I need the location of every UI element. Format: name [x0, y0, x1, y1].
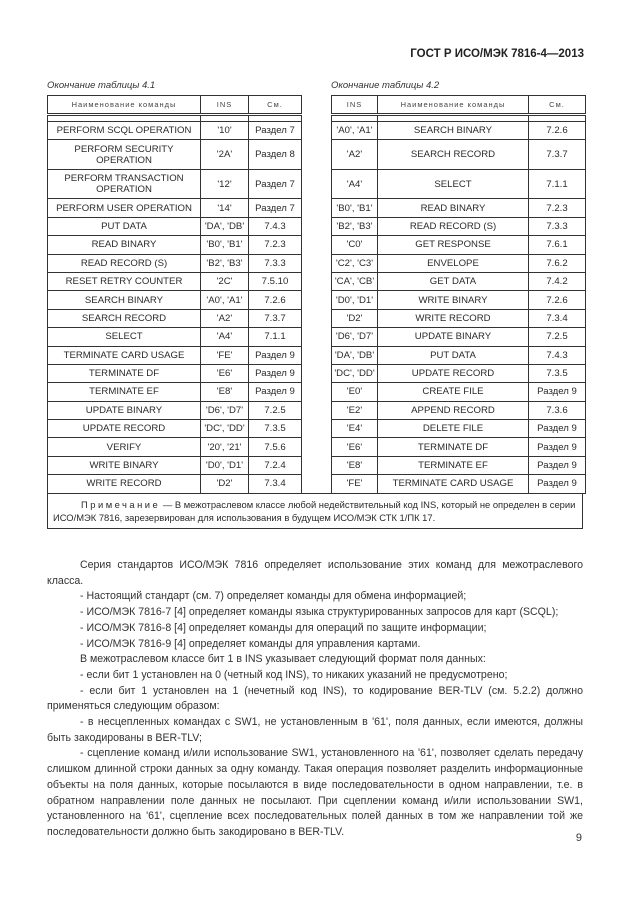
table-cell: 7.3.7 — [529, 140, 586, 170]
table-row — [48, 309, 302, 327]
column-header: Наименование команды — [48, 96, 201, 115]
table-cell: Раздел 7 — [249, 199, 302, 217]
column-header: См. — [249, 96, 302, 115]
paragraph: - ИСО/МЭК 7816-8 [4] определяет команды для операций по защите информации; — [80, 621, 487, 634]
table-row — [48, 401, 302, 419]
table-cell: SEARCH BINARY — [48, 291, 201, 309]
table-cell: 7.2.3 — [529, 199, 586, 217]
table-cell: 7.2.5 — [529, 328, 586, 346]
table-cell: 'B0', 'B1' — [201, 236, 249, 254]
table-cell: UPDATE BINARY — [378, 328, 529, 346]
table-cell: 'DA', 'DB' — [332, 346, 378, 364]
table-row — [48, 169, 302, 199]
table-row — [48, 475, 302, 493]
table1-caption: Окончание таблицы 4.1 — [47, 80, 156, 91]
table2-caption: Окончание таблицы 4.2 — [331, 80, 440, 91]
paragraph: - ИСО/МЭК 7816-9 [4] определяет команды для управления картами. — [80, 637, 421, 650]
paragraph: - Настоящий стандарт (см. 7) определяет команды для обмена информацией; — [80, 590, 467, 603]
table-cell: UPDATE BINARY — [48, 401, 201, 419]
table-cell: UPDATE RECORD — [48, 420, 201, 438]
table-cell: '2C' — [201, 272, 249, 290]
table-cell: Раздел 9 — [249, 364, 302, 382]
table-row — [332, 456, 586, 474]
table-cell: GET DATA — [378, 272, 529, 290]
table-cell: 7.6.2 — [529, 254, 586, 272]
table-row — [48, 291, 302, 309]
table-row — [332, 217, 586, 235]
table-cell: PERFORM TRANSACTION OPERATION — [48, 169, 201, 199]
table-cell: 7.3.3 — [529, 217, 586, 235]
table-cell: 'DC', 'DD' — [332, 364, 378, 382]
table-cell: GET RESPONSE — [378, 236, 529, 254]
paragraph: - в несцепленных командах с SW1, не установленным в '61', поля данных, если имеются, должны быть закодированы в BER-TLV; — [47, 716, 583, 744]
table-cell: Раздел 9 — [529, 456, 586, 474]
table-note — [47, 493, 583, 529]
table-cell: 'E4' — [332, 420, 378, 438]
table-cell: SEARCH RECORD — [48, 309, 201, 327]
table-row — [332, 438, 586, 456]
table-row — [48, 217, 302, 235]
table-cell: SELECT — [48, 328, 201, 346]
table-cell: TERMINATE CARD USAGE — [378, 475, 529, 493]
table-cell: Раздел 9 — [529, 420, 586, 438]
table-row — [48, 236, 302, 254]
note-label: Примечание — [81, 499, 161, 510]
table-cell: 7.3.5 — [249, 420, 302, 438]
table-cell: 'B2', 'B3' — [201, 254, 249, 272]
table-cell: 'E6' — [201, 364, 249, 382]
table-cell: WRITE RECORD — [48, 475, 201, 493]
table-cell: 'A4' — [201, 328, 249, 346]
table-cell: 7.2.6 — [529, 291, 586, 309]
table-row — [332, 122, 586, 140]
table-row — [332, 383, 586, 401]
table-row — [48, 199, 302, 217]
paragraph: - сцепление команд и/или использование SW1, установленного на '61', позволяет сделать передачу слишком длинной строки данных за одну команду. Такая операция позволяет разделить информационные объекты на поля данных, которые посылаются в виде последовательности в одном направлении, т.е. в обратном направлении поле данных не посылают. При сцеплении команд и/или использовании SW1, установленного на '61', сцепление всех последовательных полей данных в том же направлении той же последовательности должно быть закодировано в BER-TLV. — [47, 747, 583, 838]
table-cell: SEARCH RECORD — [378, 140, 529, 170]
table-row — [332, 236, 586, 254]
table-cell: 'DA', 'DB' — [201, 217, 249, 235]
table-row — [332, 401, 586, 419]
body-text — [47, 558, 583, 841]
table-cell: 'A0', 'A1' — [201, 291, 249, 309]
table-cell: 'E0' — [332, 383, 378, 401]
table-cell: Раздел 7 — [249, 169, 302, 199]
table-cell: 'A2' — [332, 140, 378, 170]
table-cell: Раздел 9 — [529, 383, 586, 401]
table-row — [48, 438, 302, 456]
table-cell: WRITE BINARY — [48, 456, 201, 474]
table-cell: PERFORM USER OPERATION — [48, 199, 201, 217]
table-cell: SEARCH BINARY — [378, 122, 529, 140]
table-cell: 'E8' — [201, 383, 249, 401]
spacer-cell — [332, 115, 378, 122]
table-row — [332, 169, 586, 199]
paragraph: - если бит 1 установлен на 1 (нечетный код INS), то кодирование BER-TLV (см. 5.2.2) должно применяться следующим образом: — [47, 684, 583, 713]
table-cell: 'DC', 'DD' — [201, 420, 249, 438]
page-number: 9 — [575, 832, 582, 844]
table-cell: 7.3.7 — [249, 309, 302, 327]
table-cell: 7.1.1 — [249, 328, 302, 346]
table-row — [332, 364, 586, 382]
table-cell: 'D2' — [201, 475, 249, 493]
table-row — [48, 420, 302, 438]
table-row — [332, 475, 586, 493]
table-cell: READ BINARY — [48, 236, 201, 254]
paragraph: - ИСО/МЭК 7816-7 [4] определяет команды языка структурированных запросов для карт (SCQL); — [80, 606, 559, 619]
column-header: INS — [201, 96, 249, 115]
table-cell: ENVELOPE — [378, 254, 529, 272]
spacer-cell — [48, 115, 201, 122]
table-cell: 'FE' — [332, 475, 378, 493]
table-cell: 'B0', 'B1' — [332, 199, 378, 217]
table-row — [332, 140, 586, 170]
table-cell: CREATE FILE — [378, 383, 529, 401]
paragraph: - если бит 1 установлен на 0 (четный код INS), то никаких указаний не предусмотрено; — [80, 668, 508, 681]
table-row — [48, 328, 302, 346]
table-cell: PUT DATA — [48, 217, 201, 235]
note-text: — В межотраслевом классе любой недействительный код INS, который не определен в серии ИСО/МЭК 7816, зарезервирован для использования в будущем ИСО/МЭК СТК 1/ПК 17. — [53, 499, 576, 523]
table-cell: 'B2', 'B3' — [332, 217, 378, 235]
table-cell: 7.4.2 — [529, 272, 586, 290]
table-cell: 'A2' — [201, 309, 249, 327]
table-cell: 'D6', 'D7' — [332, 328, 378, 346]
table-cell: 'E6' — [332, 438, 378, 456]
table-cell: 7.4.3 — [529, 346, 586, 364]
table-cell: Раздел 9 — [249, 346, 302, 364]
table-cell: 7.2.6 — [249, 291, 302, 309]
table-row — [332, 420, 586, 438]
table-cell: 'D0', 'D1' — [201, 456, 249, 474]
table-cell: 7.2.3 — [249, 236, 302, 254]
table-row — [48, 122, 302, 140]
table-cell: 7.2.6 — [529, 122, 586, 140]
document-header: ГОСТ Р ИСО/МЭК 7816-4—2013 — [410, 48, 584, 60]
table-row — [48, 140, 302, 170]
table-cell: 'D2' — [332, 309, 378, 327]
table-cell: 'A0', 'A1' — [332, 122, 378, 140]
table-cell: APPEND RECORD — [378, 401, 529, 419]
table-cell: '20', '21' — [201, 438, 249, 456]
table-cell: TERMINATE EF — [48, 383, 201, 401]
table-cell: 7.3.5 — [529, 364, 586, 382]
table-cell: 7.2.5 — [249, 401, 302, 419]
table-cell: PUT DATA — [378, 346, 529, 364]
table-cell: TERMINATE CARD USAGE — [48, 346, 201, 364]
table-cell: TERMINATE DF — [378, 438, 529, 456]
column-header: Наименование команды — [378, 96, 529, 115]
table-cell: 'A4' — [332, 169, 378, 199]
table-cell: 7.3.4 — [249, 475, 302, 493]
table-row — [332, 309, 586, 327]
table-cell: 7.3.6 — [529, 401, 586, 419]
table-cell: 7.6.1 — [529, 236, 586, 254]
spacer-cell — [529, 115, 586, 122]
table-cell: 'FE' — [201, 346, 249, 364]
table-cell: Раздел 8 — [249, 140, 302, 170]
table-cell: 'E2' — [332, 401, 378, 419]
table-cell: 7.3.4 — [529, 309, 586, 327]
spacer-cell — [201, 115, 249, 122]
table-row — [48, 346, 302, 364]
table-row — [48, 272, 302, 290]
table-cell: 7.1.1 — [529, 169, 586, 199]
spacer-cell — [378, 115, 529, 122]
table-cell: WRITE RECORD — [378, 309, 529, 327]
column-header: INS — [332, 96, 378, 115]
table-cell: READ RECORD (S) — [378, 217, 529, 235]
table-cell: WRITE BINARY — [378, 291, 529, 309]
table-cell: '12' — [201, 169, 249, 199]
table-cell: 'C2', 'C3' — [332, 254, 378, 272]
commands-table-4-2 — [331, 95, 586, 494]
table-cell: VERIFY — [48, 438, 201, 456]
table-cell: 'C0' — [332, 236, 378, 254]
table-cell: PERFORM SECURITY OPERATION — [48, 140, 201, 170]
table-cell: '14' — [201, 199, 249, 217]
table-cell: 7.2.4 — [249, 456, 302, 474]
table-cell: 'CA', 'CB' — [332, 272, 378, 290]
commands-table-4-1 — [47, 95, 302, 494]
column-header: См. — [529, 96, 586, 115]
table-cell: RESET RETRY COUNTER — [48, 272, 201, 290]
table-cell: PERFORM SCQL OPERATION — [48, 122, 201, 140]
table-cell: 7.4.3 — [249, 217, 302, 235]
table-row — [48, 254, 302, 272]
table-cell: TERMINATE EF — [378, 456, 529, 474]
table-row — [48, 364, 302, 382]
table-cell: TERMINATE DF — [48, 364, 201, 382]
table-row — [332, 254, 586, 272]
table-cell: DELETE FILE — [378, 420, 529, 438]
table-cell: 7.3.3 — [249, 254, 302, 272]
spacer-cell — [249, 115, 302, 122]
table-cell: Раздел 9 — [529, 438, 586, 456]
table-cell: READ RECORD (S) — [48, 254, 201, 272]
table-row — [332, 291, 586, 309]
table-row — [332, 346, 586, 364]
table-cell: READ BINARY — [378, 199, 529, 217]
table-cell: '2A' — [201, 140, 249, 170]
table-cell: 'D0', 'D1' — [332, 291, 378, 309]
table-cell: 7.5.10 — [249, 272, 302, 290]
table-row — [48, 383, 302, 401]
table-cell: 7.5.6 — [249, 438, 302, 456]
table-cell: 'E8' — [332, 456, 378, 474]
table-cell: UPDATE RECORD — [378, 364, 529, 382]
table-cell: '10' — [201, 122, 249, 140]
paragraph: В межотраслевом классе бит 1 в INS указывает следующий формат поля данных: — [80, 653, 486, 666]
paragraph: Серия стандартов ИСО/МЭК 7816 определяет использование этих команд для межотраслевого класса. — [47, 559, 583, 587]
table-row — [332, 272, 586, 290]
table-cell: Раздел 9 — [249, 383, 302, 401]
table-row — [332, 199, 586, 217]
table-row — [332, 328, 586, 346]
table-row — [48, 456, 302, 474]
table-cell: SELECT — [378, 169, 529, 199]
table-cell: 'D6', 'D7' — [201, 401, 249, 419]
table-cell: Раздел 9 — [529, 475, 586, 493]
table-cell: Раздел 7 — [249, 122, 302, 140]
